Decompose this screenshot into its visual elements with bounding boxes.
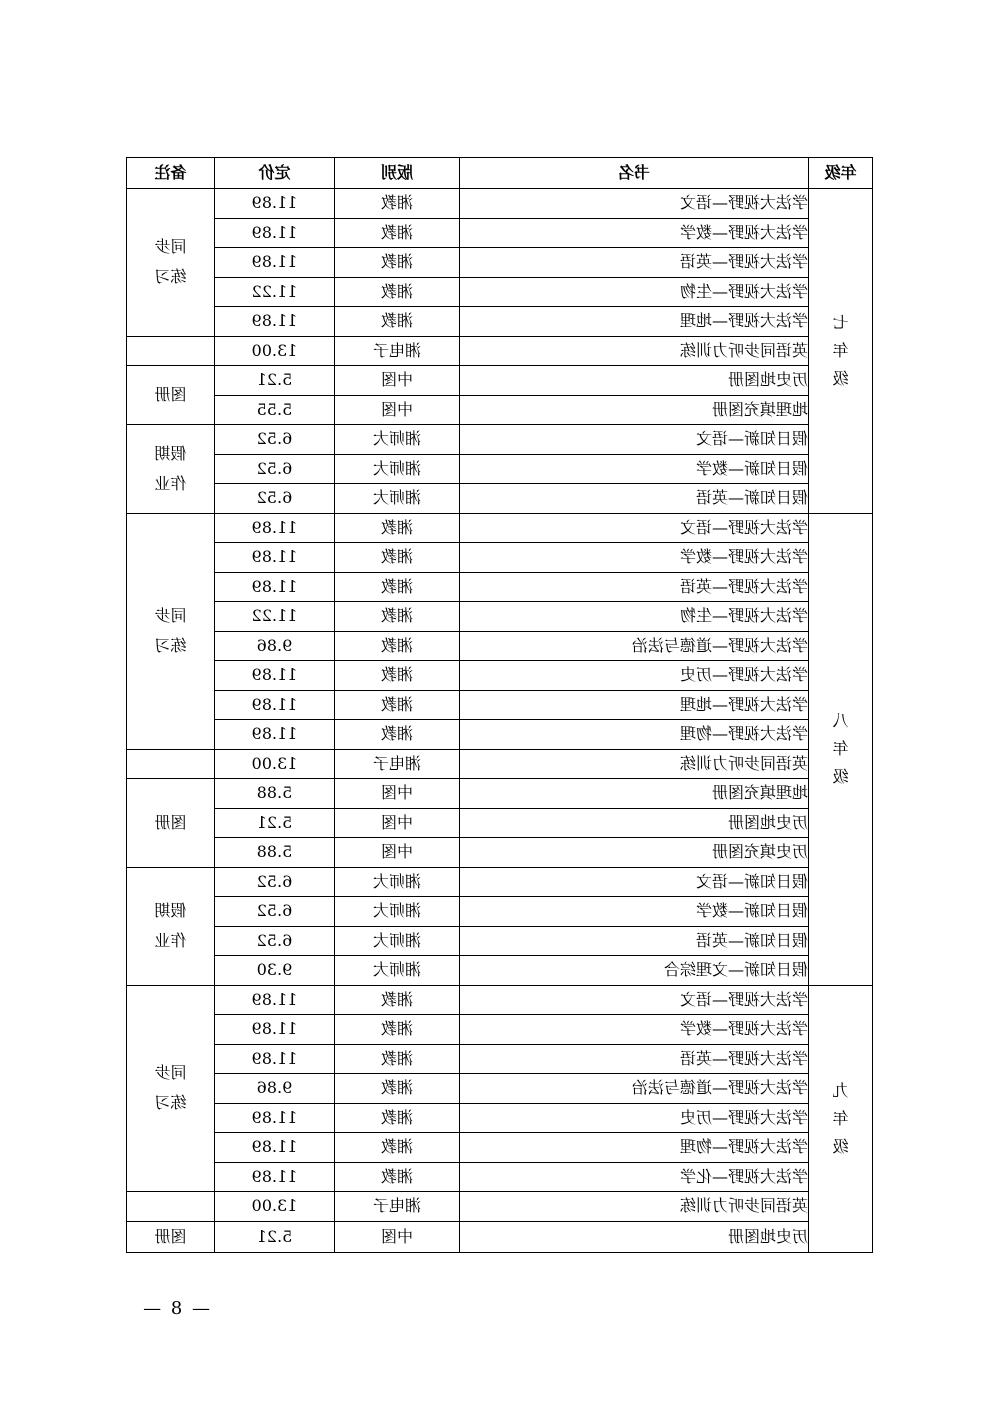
- publisher-cell: 湘教: [335, 1133, 460, 1163]
- book-title-cell: 历史地图册: [460, 808, 809, 838]
- book-title-cell: 学法大视野—语文: [460, 513, 809, 543]
- price-cell: 9.86: [215, 1074, 335, 1104]
- note-label: 假期作业: [154, 443, 187, 493]
- note-cell: [127, 366, 215, 425]
- publisher-cell: 湘教: [335, 690, 460, 720]
- price-cell: 11.89: [215, 1015, 335, 1045]
- publisher-cell: 湘教: [335, 189, 460, 219]
- grade-cell: [809, 189, 873, 514]
- grade-label: 八年级: [832, 711, 849, 786]
- book-title-cell: 学法大视野—化学: [460, 1162, 809, 1192]
- publisher-cell: 湘教: [335, 985, 460, 1015]
- publisher-cell: 湘教: [335, 543, 460, 573]
- price-cell: 6.52: [215, 454, 335, 484]
- table-row: [127, 1192, 873, 1222]
- publisher-cell: 湘教: [335, 248, 460, 278]
- price-cell: 6.52: [215, 867, 335, 897]
- header-publisher: 版别: [335, 158, 460, 189]
- price-cell: 6.52: [215, 484, 335, 514]
- price-cell: 6.52: [215, 897, 335, 927]
- note-cell: [127, 513, 215, 749]
- book-title-cell: 学法大视野—地理: [460, 307, 809, 337]
- price-cell: 11.89: [215, 985, 335, 1015]
- publisher-cell: 湘教: [335, 631, 460, 661]
- book-title-cell: 假日知新—英语: [460, 926, 809, 956]
- publisher-cell: 湘师大: [335, 867, 460, 897]
- price-cell: 11.22: [215, 602, 335, 632]
- table-body: [127, 189, 873, 1253]
- table-row: [127, 218, 873, 248]
- book-title-cell: 学法大视野—数学: [460, 543, 809, 573]
- book-title-cell: 历史填充图册: [460, 838, 809, 868]
- grade-cell: [809, 985, 873, 1252]
- header-title: 书名: [460, 158, 809, 189]
- table-row: [127, 1221, 873, 1252]
- price-cell: 13.00: [215, 336, 335, 366]
- book-title-cell: 学法大视野—语文: [460, 189, 809, 219]
- price-cell: 11.89: [215, 1044, 335, 1074]
- book-title-cell: 地理填充图册: [460, 779, 809, 809]
- book-title-cell: 假日知新—语文: [460, 867, 809, 897]
- price-cell: 11.89: [215, 218, 335, 248]
- header-price: 定价: [215, 158, 335, 189]
- price-cell: 5.88: [215, 838, 335, 868]
- header-note: 备注: [127, 158, 215, 189]
- book-title-cell: 学法大视野—英语: [460, 248, 809, 278]
- table-row: [127, 336, 873, 366]
- table-row: [127, 779, 873, 809]
- table-row: [127, 425, 873, 455]
- table-row: [127, 720, 873, 750]
- publisher-cell: 湘教: [335, 513, 460, 543]
- publisher-cell: 湘师大: [335, 926, 460, 956]
- table-row: [127, 808, 873, 838]
- book-title-cell: 学法大视野—地理: [460, 690, 809, 720]
- page-number: — 8 —: [141, 1298, 210, 1319]
- publisher-cell: 湘教: [335, 307, 460, 337]
- book-title-cell: 地理填充图册: [460, 395, 809, 425]
- book-title-cell: 学法大视野—物理: [460, 720, 809, 750]
- book-title-cell: 学法大视野—道德与法治: [460, 631, 809, 661]
- publisher-cell: 中图: [335, 395, 460, 425]
- table-row: [127, 926, 873, 956]
- book-list-table: [126, 157, 873, 1253]
- price-cell: 6.52: [215, 926, 335, 956]
- note-label: 同步练习: [154, 1063, 187, 1113]
- note-label: 假期作业: [154, 901, 187, 950]
- price-cell: 6.52: [215, 425, 335, 455]
- price-cell: 11.89: [215, 513, 335, 543]
- price-cell: 11.89: [215, 572, 335, 602]
- note-cell: [127, 779, 215, 868]
- publisher-cell: 中图: [335, 808, 460, 838]
- book-title-cell: 学法大视野—道德与法治: [460, 1074, 809, 1104]
- note-label: 同步练习: [154, 606, 187, 655]
- note-cell: [127, 336, 215, 366]
- publisher-cell: 湘师大: [335, 956, 460, 986]
- table-row: [127, 1074, 873, 1104]
- publisher-cell: 湘教: [335, 720, 460, 750]
- publisher-cell: 湘师大: [335, 454, 460, 484]
- table-row: [127, 513, 873, 543]
- price-cell: 5.21: [215, 1221, 335, 1252]
- book-title-cell: 学法大视野—物理: [460, 1133, 809, 1163]
- table-row: [127, 454, 873, 484]
- publisher-cell: 湘教: [335, 277, 460, 307]
- table-row: [127, 395, 873, 425]
- price-cell: 11.89: [215, 720, 335, 750]
- publisher-cell: 湘电子: [335, 749, 460, 779]
- book-title-cell: 学法大视野—语文: [460, 985, 809, 1015]
- grade-label: 九年级: [832, 1080, 849, 1156]
- publisher-cell: 湘教: [335, 218, 460, 248]
- table-row: [127, 1133, 873, 1163]
- publisher-cell: 湘师大: [335, 484, 460, 514]
- book-title-cell: 历史地图册: [460, 1221, 809, 1252]
- table-row: [127, 189, 873, 219]
- table-header-row: [127, 158, 873, 189]
- price-cell: 5.21: [215, 366, 335, 396]
- price-cell: 11.89: [215, 1162, 335, 1192]
- book-title-cell: 学法大视野—英语: [460, 1044, 809, 1074]
- note-label: 图册: [154, 1226, 187, 1246]
- book-title-cell: 假日知新—数学: [460, 454, 809, 484]
- table-row: [127, 985, 873, 1015]
- book-title-cell: 学法大视野—生物: [460, 602, 809, 632]
- publisher-cell: 湘师大: [335, 897, 460, 927]
- note-cell: [127, 425, 215, 514]
- publisher-cell: 湘教: [335, 1074, 460, 1104]
- price-cell: 5.88: [215, 779, 335, 809]
- price-cell: 13.00: [215, 1192, 335, 1222]
- price-cell: 11.89: [215, 307, 335, 337]
- publisher-cell: 湘教: [335, 602, 460, 632]
- table-row: [127, 838, 873, 868]
- price-cell: 13.00: [215, 749, 335, 779]
- note-cell: [127, 985, 215, 1192]
- publisher-cell: 中图: [335, 1221, 460, 1252]
- price-cell: 11.89: [215, 661, 335, 691]
- publisher-cell: 湘教: [335, 572, 460, 602]
- price-cell: 11.89: [215, 543, 335, 573]
- book-title-cell: 假日知新—数学: [460, 897, 809, 927]
- table-row: [127, 1162, 873, 1192]
- book-title-cell: 英语同步听力训练: [460, 336, 809, 366]
- book-title-cell: 学法大视野—历史: [460, 1103, 809, 1133]
- grade-cell: [809, 513, 873, 985]
- table-row: [127, 690, 873, 720]
- table-row: [127, 248, 873, 278]
- table-row: [127, 956, 873, 986]
- table-row: [127, 602, 873, 632]
- table-row: [127, 1103, 873, 1133]
- table-row: [127, 897, 873, 927]
- table-row: [127, 277, 873, 307]
- price-cell: 5.21: [215, 808, 335, 838]
- table-row: [127, 661, 873, 691]
- price-cell: 11.89: [215, 1133, 335, 1163]
- price-cell: 11.89: [215, 690, 335, 720]
- table-row: [127, 631, 873, 661]
- publisher-cell: 湘教: [335, 1044, 460, 1074]
- table-row: [127, 1044, 873, 1074]
- note-cell: [127, 189, 215, 337]
- table-row: [127, 1015, 873, 1045]
- publisher-cell: 湘教: [335, 1162, 460, 1192]
- publisher-cell: 湘师大: [335, 425, 460, 455]
- publisher-cell: 湘教: [335, 661, 460, 691]
- book-title-cell: 英语同步听力训练: [460, 749, 809, 779]
- book-title-cell: 学法大视野—英语: [460, 572, 809, 602]
- book-title-cell: 学法大视野—数学: [460, 218, 809, 248]
- book-title-cell: 假日知新—文理综合: [460, 956, 809, 986]
- publisher-cell: 湘电子: [335, 336, 460, 366]
- price-cell: 11.89: [215, 248, 335, 278]
- publisher-cell: 中图: [335, 779, 460, 809]
- price-cell: 9.86: [215, 631, 335, 661]
- table-row: [127, 572, 873, 602]
- note-label: 图册: [154, 385, 187, 404]
- price-cell: 11.89: [215, 1103, 335, 1133]
- book-title-cell: 学法大视野—历史: [460, 661, 809, 691]
- book-title-cell: 学法大视野—生物: [460, 277, 809, 307]
- book-title-cell: 假日知新—语文: [460, 425, 809, 455]
- price-cell: 5.55: [215, 395, 335, 425]
- note-cell: [127, 749, 215, 779]
- publisher-cell: 中图: [335, 838, 460, 868]
- price-cell: 9.30: [215, 956, 335, 986]
- book-title-cell: 假日知新—英语: [460, 484, 809, 514]
- publisher-cell: 湘教: [335, 1015, 460, 1045]
- table-row: [127, 749, 873, 779]
- note-cell: [127, 1221, 215, 1252]
- note-cell: [127, 1192, 215, 1222]
- publisher-cell: 湘电子: [335, 1192, 460, 1222]
- table-row: [127, 307, 873, 337]
- price-cell: 11.89: [215, 189, 335, 219]
- table-row: [127, 867, 873, 897]
- publisher-cell: 湘教: [335, 1103, 460, 1133]
- book-title-cell: 英语同步听力训练: [460, 1192, 809, 1222]
- table-row: [127, 543, 873, 573]
- table-row: [127, 366, 873, 396]
- note-cell: [127, 867, 215, 985]
- header-grade: 年级: [809, 158, 873, 189]
- price-cell: 11.22: [215, 277, 335, 307]
- note-label: 同步练习: [154, 237, 187, 287]
- table-row: [127, 484, 873, 514]
- book-title-cell: 学法大视野—数学: [460, 1015, 809, 1045]
- publisher-cell: 中图: [335, 366, 460, 396]
- grade-label: 七年级: [832, 312, 849, 388]
- note-label: 图册: [154, 812, 187, 832]
- book-title-cell: 历史地图册: [460, 366, 809, 396]
